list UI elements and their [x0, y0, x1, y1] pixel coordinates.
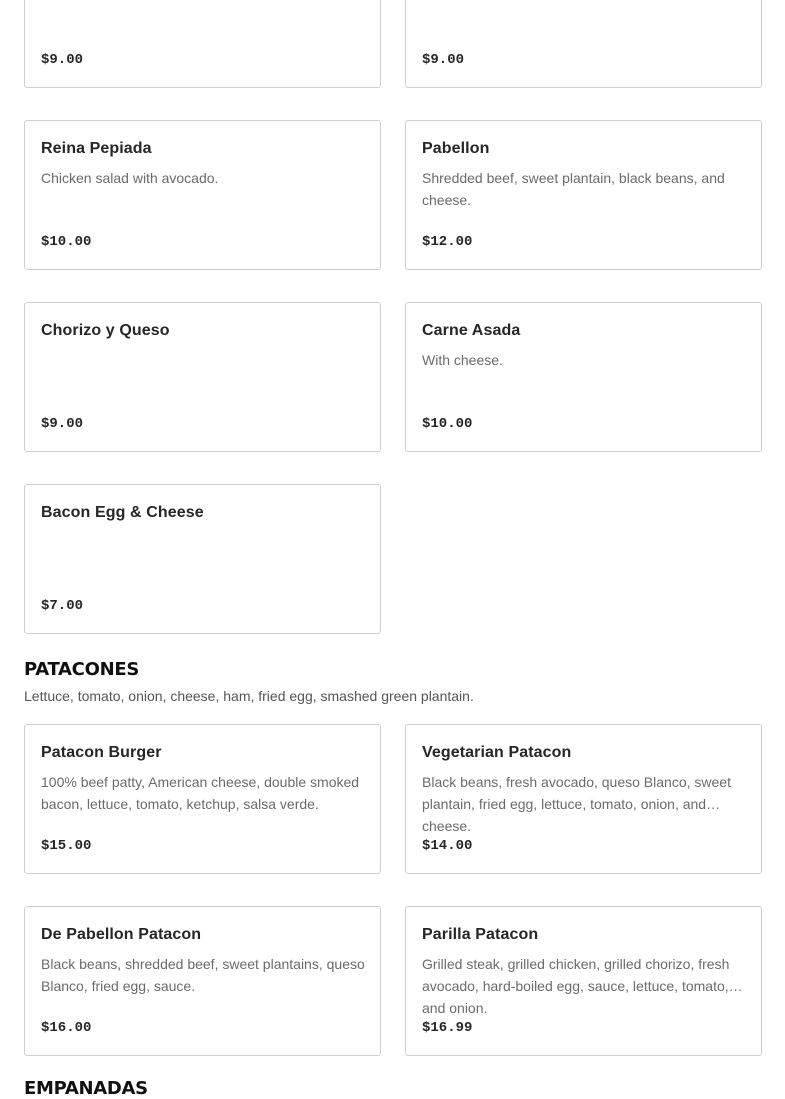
- menu-item-card[interactable]: [24, 120, 381, 270]
- section-title: PATACONES: [24, 659, 140, 680]
- item-name: Chorizo y Queso: [41, 322, 170, 339]
- section-title: EMPANADAS: [24, 1078, 148, 1099]
- menu-item-card[interactable]: [405, 0, 762, 88]
- item-description: Black beans, fresh avocado, queso Blanco, sweet plantain, fried egg, lettuce, tomato, onion, and cheese.: [422, 774, 731, 834]
- menu-item-card[interactable]: [24, 302, 381, 452]
- menu-item-card[interactable]: [24, 906, 381, 1056]
- item-name: Reina Pepiada: [41, 140, 152, 157]
- item-price: $12.00: [422, 234, 473, 250]
- item-price: $9.00: [41, 416, 84, 432]
- item-description: Chicken salad with avocado.: [41, 170, 219, 186]
- item-description: Black beans, shredded beef, sweet plantains, queso Blanco, fried egg, sauce.: [41, 956, 365, 994]
- item-name: Patacon Burger: [41, 744, 162, 761]
- item-name: Vegetarian Patacon: [422, 744, 572, 761]
- item-price: $9.00: [41, 52, 84, 68]
- item-description: 100% beef patty, American cheese, double smoked bacon, lettuce, tomato, ketchup, salsa verde.: [41, 774, 360, 812]
- menu-item-card[interactable]: [405, 906, 762, 1056]
- item-price: $16.99: [422, 1020, 473, 1036]
- item-price: $9.00: [422, 52, 465, 68]
- item-name: Carne Asada: [422, 322, 521, 339]
- item-description: Shredded beef, sweet plantain, black beans, and cheese.: [422, 170, 725, 208]
- menu-item-card[interactable]: [405, 724, 762, 874]
- menu-item-card[interactable]: [24, 724, 381, 874]
- item-name: Parilla Patacon: [422, 926, 539, 943]
- item-price: $7.00: [41, 598, 84, 614]
- item-price: $10.00: [41, 234, 92, 250]
- menu-item-card[interactable]: [405, 120, 762, 270]
- menu-item-card[interactable]: [24, 0, 381, 88]
- item-name: De Pabellon Patacon: [41, 926, 202, 943]
- section-description: Lettuce, tomato, onion, cheese, ham, fried egg, smashed green plantain.: [24, 688, 474, 704]
- item-price: $10.00: [422, 416, 473, 432]
- item-price: $15.00: [41, 838, 92, 854]
- item-description: Grilled steak, grilled chicken, grilled chorizo, fresh avocado, hard-boiled egg, sauce, lettuce, tomato, and onion.: [422, 956, 730, 1016]
- menu-item-card[interactable]: [24, 484, 381, 634]
- item-name: Bacon Egg & Cheese: [41, 504, 204, 521]
- item-description: With cheese.: [422, 352, 503, 368]
- item-name: Pabellon: [422, 140, 490, 157]
- item-price: $16.00: [41, 1020, 92, 1036]
- item-price: $14.00: [422, 838, 473, 854]
- menu-item-card[interactable]: [405, 302, 762, 452]
